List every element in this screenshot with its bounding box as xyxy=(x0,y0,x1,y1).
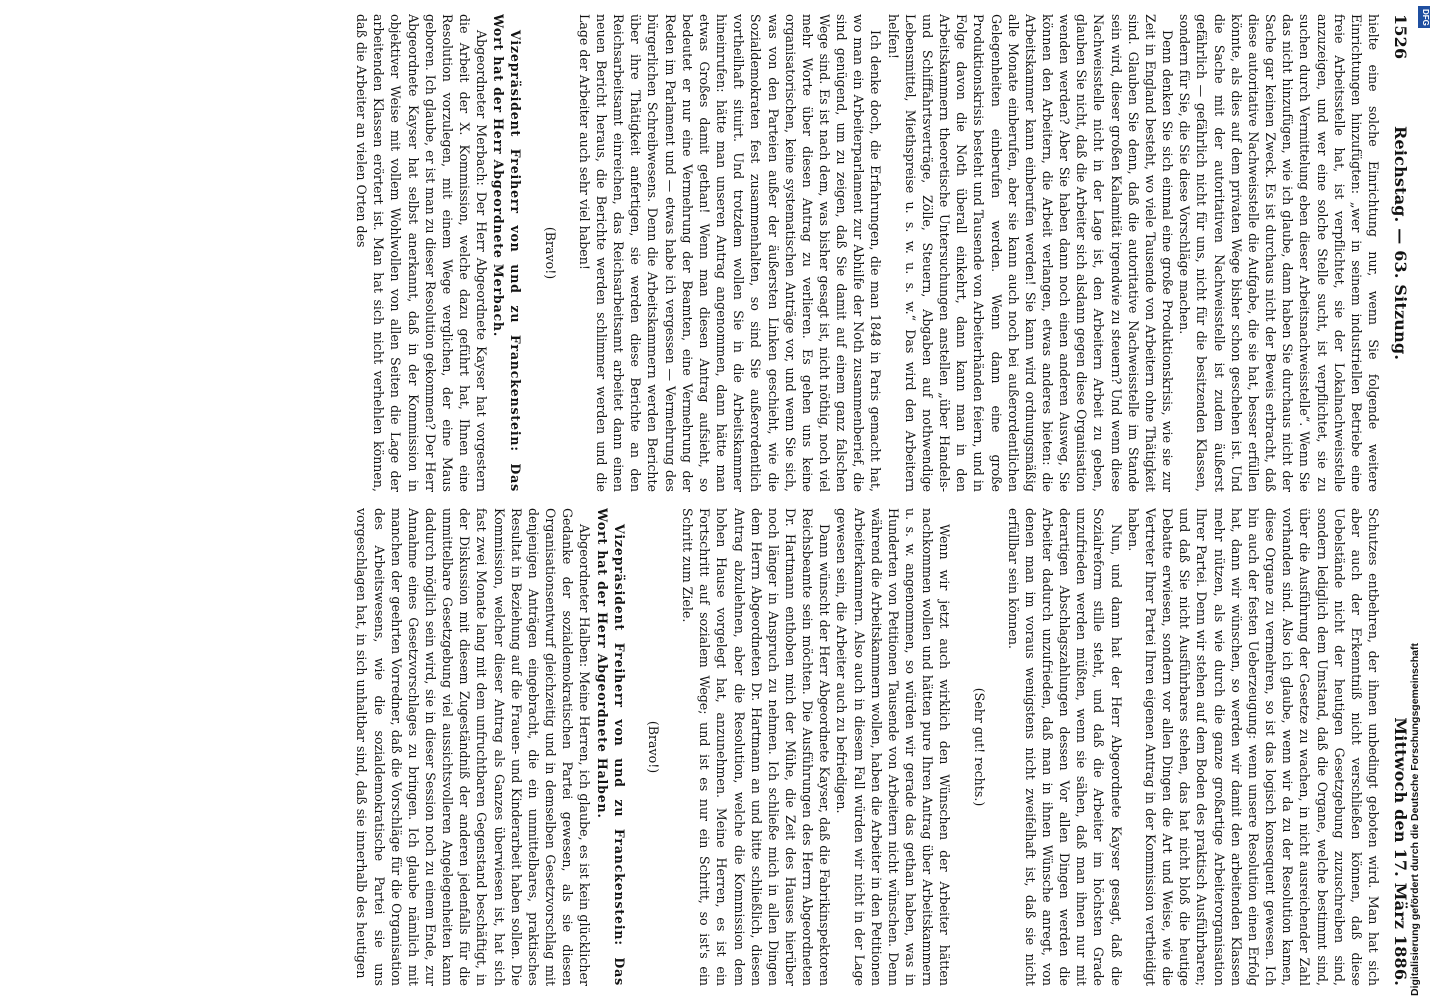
text-column-right xyxy=(192,508,1382,986)
digitization-note: Digitalisierung gefördert durch die Deutsche Forschungsgemeinschaft xyxy=(1409,643,1421,996)
header-session-title: Reichstag. — 63. Sitzung. xyxy=(1391,126,1410,361)
paragraph: hielte eine solche Einrichtung nur, wenn Sie folgende weitere Einrichtungen hinzufügten: „wer in seinem industriellen Betriebe eine freie Arbeitsstelle hat, ist verpflichtet, sie der Lokalnachweisstelle anzuzeigen, und wer eine solche Stelle sucht, ist verpflichtet, sie zu suchen durch Vermittelung eben dieser Arbeitsnachweisstelle“. Wenn Sie das nicht hinzufügen, wie ich glaube, dann haben Sie durchaus nicht der Sache gar keinen Zweck. Es ist durchaus nicht der Beweis erbracht, daß diese autoritative Nachweisstelle die Aufgabe, die sie hat, besser erfüllen könnte, als dies auf dem privaten Wege bisher schon geschehen ist. Und die Sache mit der autoritativen Nachweisstelle ist zudem äußerst gefährlich — gefährlich nicht für uns, nicht für die besitzenden Klassen, sondern für Sie, die Sie diese Vorschläge machen. xyxy=(1177,14,1381,492)
text-column-left xyxy=(192,14,1382,492)
paragraph: Denn denken Sie sich einmal eine große Produktionskrisis, wie sie zur Zeit in England besteht, wo viele Tausende von Arbeitern ohne Thätigkeit sind. Glauben Sie denn, daß die autoritative Nachweisstelle im Stande sein wird, dieser großen Kalamität irgendwie zu steuern? Und wenn diese Nachweisstelle nicht in der Lage ist, den Arbeitern Arbeit zu geben, glauben Sie nicht, daß die Arbeiter sich alsdann gegen diese Organisation wenden werden? Aber Sie haben dann noch einen anderen Ausweg, Sie können den Arbeitern, die Arbeit verlangen, etwas anderes bieten: die Arbeitskammer kann einberufen werden! Sie kann wird ordnungsmäßig alle Monate einberufen, aber sie kann auch noch bei außerordentlichen Gelegenheiten einberufen werden. Wenn dann eine große Produktionskrisis besteht und Tausende von Arbeiterhänden feiern, und in Folge davon die Noth überall einkehrt, dann kann man in den Arbeitskammern theoretische Untersuchungen anstellen „über Handels- und Schifffahrtsverträge, Zölle, Steuern, Abgaben auf nothwendige Lebensmittel, Miethspreise u. s. w. u. s. w.“ Das wird den Arbeitern helfen! xyxy=(885,14,1176,492)
rotated-scanned-page xyxy=(18,6,1418,994)
applause-note: (Bravo!) xyxy=(542,226,558,280)
paragraph: Wenn wir jetzt auch wirklich den Wünschen der Arbeiter hätten nachkommen wollen und hätten pure Ihren Antrag über Arbeitskammern u. s. w. angenommen, so würden wir gerade das gethan haben, was in Hunderten von Petitionen Tausende von Arbeitern nicht wünschen. Denn während die Arbeitskammern wollen, haben die Arbeiter in den Petitionen Arbeiterkammern. Also auch in diesem Fall würden wir nicht in der Lage gewesen sein, die Arbeiter auch zu befriedigen. xyxy=(834,508,953,986)
paragraph: Schutzes entbehren, der ihnen unbedingt geboten wird. Man hat sich aber auch der Erkenntniß nicht verschließen können, daß diese Uebelstände nicht der heutigen Gesetzgebung zuzuschreiben sind, sondern lediglich dem Umstand, daß die Organe, welche bestimmt sind, über die Ausführung der Gesetze zu wachen, in nicht ausreichender Zahl vorhanden sind. Also ich glaube, wenn wir da zu der Resolution kamen, diese Organe zu vermehren, so ist das logisch konsequent gewesen. Ich bin auch der festen Ueberzeugung: wenn unsere Resolution einen Erfolg hat, dann wir wünschen, so werden wir damit den arbeitenden Klassen mehr nützen, als wie durch die ganze großartige Arbeiterorganisation Ihrer Partei. Denn wir stehen auf dem Boden des praktisch Ausführbaren; und daß Sie nicht Ausführbares stehen, das hat nicht bloß die heutige Debatte erwiesen, sondern vor allen Dingen die Art und Weise, wie die Vertreter Ihrer Partei Ihren eigenen Antrag in der Kommission vertheidigt haben. xyxy=(1125,508,1381,986)
dfg-logo: DFG xyxy=(1418,6,1430,28)
applause-note: (Bravo!) xyxy=(645,720,661,774)
applause-note: (Sehr gut! rechts.) xyxy=(971,687,987,807)
page-number: 1526 xyxy=(1391,14,1410,60)
paragraph: Ich denke doch, die Erfahrungen, die man 1848 in Paris gemacht hat, wo man ein Arbeiterparlament zur Abhilfe der Noth zusammenberief, die sind genügend, um zu zeigen, daß Sie damit auf einem ganz falschen Wege sind. Es ist nach dem, was bisher gesagt ist, nicht nöthig, noch viel mehr Worte über diesen Antrag zu verlieren. Es gehen uns keine organisatorischen, keine systematischen Anträge vor, und wenn Sie sich, was von den Parteien außer der äußersten Linken geschieht, wie die Sozialdemokraten fest zusammenhalten, so sind Sie außerordentlich vortheilhaft situirt. Und trotzdem wollen Sie in die Arbeitskammer hineinrufen: hätte man unseren Antrag angenommen, dann hätte man etwas Großes damit gethan! Wenn man diesen Antrag aufsieht, so bedeutet er nur eine Vermehrung der Beamten, eine Vermehrung der Reden im Parlament und — etwas habe ich vergessen — Vermehrung des bürgerlichen Schreibwesens. Denn die Arbeitskammern werden Berichte über ihre Thätigkeit anfertigen, sie werden diese Berichte an den Reichsarbeitsamt einreichen, das Reichsarbeitsamt arbeitet dann einen neuen Bericht heraus, die Berichte werden schlimmer werden und die Lage der Arbeiter auch sehr viel haben! xyxy=(576,14,884,492)
paragraph: Dann wünscht der Herr Abgeordnete Kayser, daß die Fabrikinspektoren Reichsbeamte sein möchten. Die Ausführungen des Herrn Abgeordneten Dr. Hartmann enthoben mich der Mühe, die Zeit des Hauses hierüber noch länger in Anspruch zu nehmen. Ich schließe mich in allen Dingen dem Herrn Abgeordneten Dr. Hartmann an und bitte schließlich, diesen Antrag abzulehnen, aber die Resolution, welche die Kommission dem hohen Hause vorgelegt hat, anzunehmen. Meine Herren, es ist ein Fortschritt auf sozialem Wege; und ist es nur ein Schritt, so ist's ein Schritt zum Ziele. xyxy=(680,508,833,986)
paragraph: Abgeordneter Merbach: Der Herr Abgeordnete Kayser hat vorgestern die Arbeit der X. Kommission, welche dazu geführt hat, Ihnen eine Resolution vorzulegen, mit einem Wege verglichen, der eine Maus geboren. Ich glaube, er ist man zu dieser Resolution gekommen? Der Herr Abgeordnete Kayser hat selbst anerkannt, daß in der Kommission in objektiver Weise mit vollem Wohlwollen von allen Seiten die Lage der arbeitenden Klassen erörtert ist. Man hat sich nicht verhehlen können, daß die Arbeiter an vielen Orten des xyxy=(354,14,490,492)
header-date: Mittwoch den 17. März 1886. xyxy=(1391,717,1410,986)
paragraph: Abgeordneter Halben: Meine Herren, ich glaube, es ist kein glücklicher Gedanke der sozialdemokratischen Partei gewesen, als sie diesen Organisationsentwurf gleichzeitig und in demselben Gesetzvorschlag mit denjenigen Anträgen eingebracht, die ein unmittelbares, praktisches Resultat in Beziehung auf die Frauen- und Kinderarbeit haben sollen. Die Kommission, welcher dieser Antrag als Ganzes überwiesen ist, hat sich fast zwei Monate lang mit dem unfruchtbaren Gegenstand beschäftigt, in der Diskussion mit diesem Zugeständniß der anderen jedenfalls für die unmittelbare Gesetzgebung viel aussichtsvolleren Angelegenheiten kann dadurch möglich sein wird, sie in dieser Session noch zu einem Ende, zur Annahme eines Gesetzvorschlages zu bringen. Ich glaube nämlich mit manchen der geehrten Vorredner, daß die Vorschläge für die Organisation des Arbeitswesens, wie die sozialdemokratische Partei sie uns vorgeschlagen hat, in sich unhaltbar sind, daß sie innerhalb des heutigen xyxy=(354,508,593,986)
paragraph: Nun, und dann hat der Herr Abgeordnete Kayser gesagt, daß die Sozialreform stille steht, und daß die Arbeiter im höchsten Grade unzufrieden werden müßten, wenn sie sähen, daß man ihnen nur mit derartigen Abschlagszahlungen dessen Vor allen Dingen werden die Arbeiter dadurch unzufrieden, daß man in ihnen Wünsche anregt, von denen man im voraus wenigstens nicht zweifelhaft ist, daß sie nicht erfüllbar sein können. xyxy=(1005,508,1124,986)
speaker-paragraph: Vizepräsident Freiherr von und zu Franckenstein: Das Wort hat der Herr Abgeordnete Merbach. xyxy=(491,14,524,492)
speaker-paragraph: Vizepräsident Freiherr von und zu Franckenstein: Das Wort hat der Herr Abgeordnete Halben. xyxy=(594,508,627,986)
